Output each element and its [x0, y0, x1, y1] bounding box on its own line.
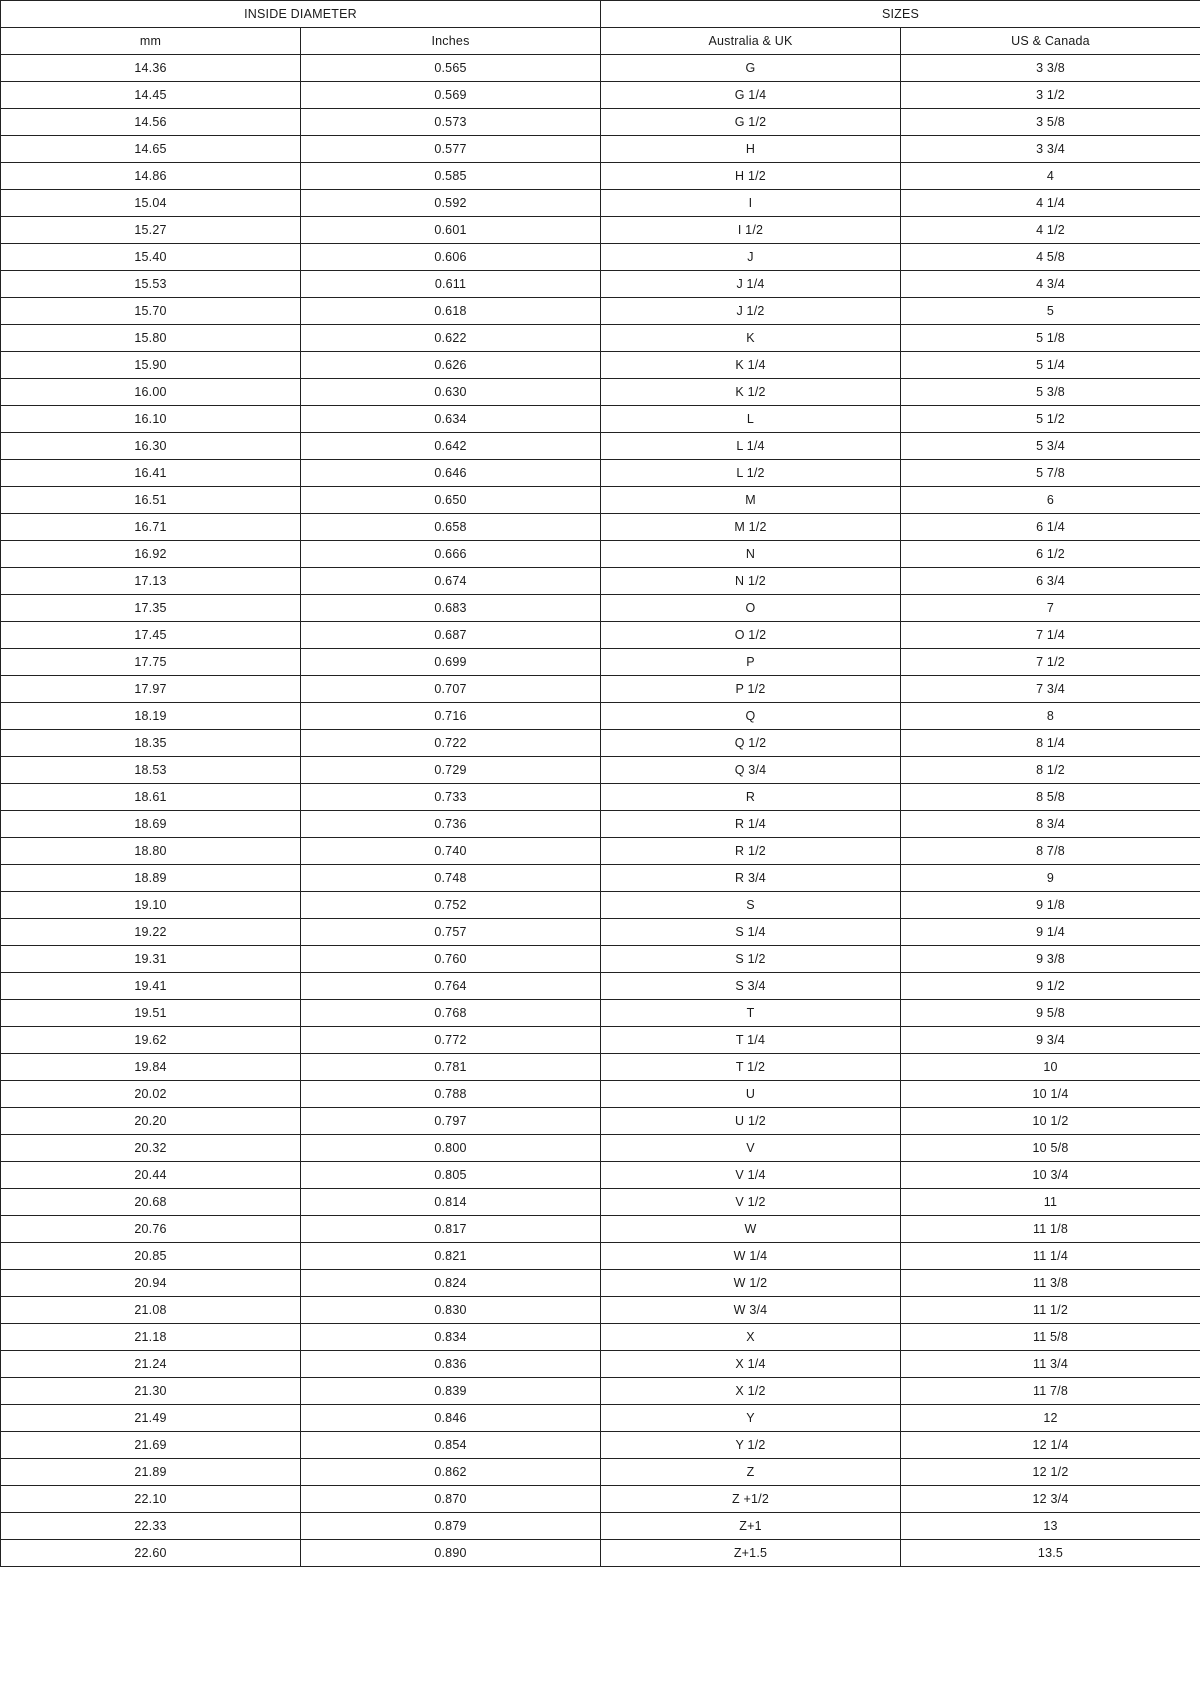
header-us-canada: US & Canada	[901, 28, 1200, 55]
cell-us-canada: 8 1/4	[901, 730, 1200, 757]
cell-mm: 19.62	[1, 1027, 301, 1054]
cell-inches: 0.707	[301, 676, 601, 703]
cell-mm: 18.69	[1, 811, 301, 838]
cell-us-canada: 9 1/2	[901, 973, 1200, 1000]
table-row	[1, 217, 1200, 244]
cell-australia-uk: N 1/2	[601, 568, 901, 595]
table-row	[1, 163, 1200, 190]
table-row	[1, 1324, 1200, 1351]
cell-mm: 18.35	[1, 730, 301, 757]
cell-us-canada: 9 5/8	[901, 1000, 1200, 1027]
cell-mm: 21.89	[1, 1459, 301, 1486]
cell-inches: 0.788	[301, 1081, 601, 1108]
cell-us-canada: 5 1/4	[901, 352, 1200, 379]
cell-mm: 18.61	[1, 784, 301, 811]
cell-mm: 21.49	[1, 1405, 301, 1432]
table-row	[1, 946, 1200, 973]
cell-us-canada: 12	[901, 1405, 1200, 1432]
cell-us-canada: 5 1/2	[901, 406, 1200, 433]
cell-australia-uk: W	[601, 1216, 901, 1243]
cell-inches: 0.781	[301, 1054, 601, 1081]
cell-australia-uk: Y	[601, 1405, 901, 1432]
cell-mm: 21.08	[1, 1297, 301, 1324]
cell-mm: 14.86	[1, 163, 301, 190]
cell-us-canada: 4	[901, 163, 1200, 190]
cell-mm: 14.56	[1, 109, 301, 136]
cell-inches: 0.569	[301, 82, 601, 109]
cell-mm: 17.13	[1, 568, 301, 595]
cell-mm: 18.53	[1, 757, 301, 784]
table-row	[1, 271, 1200, 298]
table-row	[1, 892, 1200, 919]
cell-australia-uk: K 1/2	[601, 379, 901, 406]
table-row	[1, 973, 1200, 1000]
cell-australia-uk: N	[601, 541, 901, 568]
cell-inches: 0.834	[301, 1324, 601, 1351]
cell-inches: 0.716	[301, 703, 601, 730]
cell-us-canada: 5 3/4	[901, 433, 1200, 460]
cell-mm: 20.44	[1, 1162, 301, 1189]
cell-australia-uk: J	[601, 244, 901, 271]
header-australia-uk: Australia & UK	[601, 28, 901, 55]
cell-inches: 0.772	[301, 1027, 601, 1054]
cell-australia-uk: S 1/4	[601, 919, 901, 946]
cell-australia-uk: O	[601, 595, 901, 622]
cell-us-canada: 11	[901, 1189, 1200, 1216]
cell-us-canada: 8	[901, 703, 1200, 730]
table-body	[1, 55, 1200, 1567]
cell-inches: 0.565	[301, 55, 601, 82]
table-row	[1, 1081, 1200, 1108]
cell-australia-uk: W 3/4	[601, 1297, 901, 1324]
cell-australia-uk: L 1/4	[601, 433, 901, 460]
cell-inches: 0.611	[301, 271, 601, 298]
cell-us-canada: 9	[901, 865, 1200, 892]
cell-australia-uk: Z+1	[601, 1513, 901, 1540]
cell-mm: 15.70	[1, 298, 301, 325]
cell-australia-uk: U	[601, 1081, 901, 1108]
cell-us-canada: 9 1/4	[901, 919, 1200, 946]
cell-australia-uk: R	[601, 784, 901, 811]
cell-us-canada: 5	[901, 298, 1200, 325]
cell-mm: 17.75	[1, 649, 301, 676]
cell-mm: 19.22	[1, 919, 301, 946]
cell-us-canada: 4 5/8	[901, 244, 1200, 271]
cell-inches: 0.630	[301, 379, 601, 406]
cell-inches: 0.824	[301, 1270, 601, 1297]
cell-australia-uk: X	[601, 1324, 901, 1351]
table-row	[1, 55, 1200, 82]
cell-mm: 20.68	[1, 1189, 301, 1216]
cell-mm: 15.27	[1, 217, 301, 244]
cell-mm: 19.10	[1, 892, 301, 919]
cell-mm: 14.45	[1, 82, 301, 109]
table-row	[1, 82, 1200, 109]
table-row	[1, 190, 1200, 217]
table-row	[1, 244, 1200, 271]
cell-mm: 21.24	[1, 1351, 301, 1378]
cell-inches: 0.585	[301, 163, 601, 190]
cell-australia-uk: Q	[601, 703, 901, 730]
cell-us-canada: 7	[901, 595, 1200, 622]
cell-mm: 19.31	[1, 946, 301, 973]
cell-us-canada: 3 1/2	[901, 82, 1200, 109]
cell-australia-uk: G 1/4	[601, 82, 901, 109]
table-row	[1, 595, 1200, 622]
cell-us-canada: 8 1/2	[901, 757, 1200, 784]
table-row	[1, 1000, 1200, 1027]
table-row	[1, 460, 1200, 487]
header-sizes: SIZES	[601, 1, 1200, 28]
table-row	[1, 1243, 1200, 1270]
cell-inches: 0.764	[301, 973, 601, 1000]
header-inside-diameter: INSIDE DIAMETER	[1, 1, 601, 28]
header-inches: Inches	[301, 28, 601, 55]
cell-mm: 20.02	[1, 1081, 301, 1108]
cell-inches: 0.642	[301, 433, 601, 460]
cell-mm: 17.45	[1, 622, 301, 649]
cell-australia-uk: V 1/4	[601, 1162, 901, 1189]
header-mm: mm	[1, 28, 301, 55]
cell-mm: 21.69	[1, 1432, 301, 1459]
cell-australia-uk: X 1/2	[601, 1378, 901, 1405]
cell-inches: 0.830	[301, 1297, 601, 1324]
cell-us-canada: 5 1/8	[901, 325, 1200, 352]
cell-us-canada: 3 5/8	[901, 109, 1200, 136]
header-group-row	[1, 1, 1200, 28]
cell-inches: 0.699	[301, 649, 601, 676]
cell-us-canada: 3 3/8	[901, 55, 1200, 82]
cell-mm: 16.92	[1, 541, 301, 568]
table-row	[1, 406, 1200, 433]
cell-mm: 20.94	[1, 1270, 301, 1297]
cell-us-canada: 12 3/4	[901, 1486, 1200, 1513]
cell-us-canada: 11 7/8	[901, 1378, 1200, 1405]
table-row	[1, 1405, 1200, 1432]
cell-inches: 0.800	[301, 1135, 601, 1162]
cell-mm: 15.04	[1, 190, 301, 217]
cell-us-canada: 3 3/4	[901, 136, 1200, 163]
cell-mm: 14.65	[1, 136, 301, 163]
cell-australia-uk: R 1/4	[601, 811, 901, 838]
cell-mm: 19.84	[1, 1054, 301, 1081]
cell-australia-uk: Z +1/2	[601, 1486, 901, 1513]
cell-us-canada: 7 1/4	[901, 622, 1200, 649]
cell-mm: 19.51	[1, 1000, 301, 1027]
cell-us-canada: 10 1/2	[901, 1108, 1200, 1135]
cell-australia-uk: S 1/2	[601, 946, 901, 973]
table-row	[1, 109, 1200, 136]
cell-inches: 0.683	[301, 595, 601, 622]
cell-us-canada: 11 1/2	[901, 1297, 1200, 1324]
cell-inches: 0.814	[301, 1189, 601, 1216]
cell-australia-uk: K	[601, 325, 901, 352]
table-row	[1, 1432, 1200, 1459]
cell-mm: 22.60	[1, 1540, 301, 1567]
cell-australia-uk: M	[601, 487, 901, 514]
cell-inches: 0.879	[301, 1513, 601, 1540]
table-row	[1, 568, 1200, 595]
cell-inches: 0.760	[301, 946, 601, 973]
cell-us-canada: 11 3/4	[901, 1351, 1200, 1378]
cell-us-canada: 13.5	[901, 1540, 1200, 1567]
cell-us-canada: 10	[901, 1054, 1200, 1081]
cell-inches: 0.805	[301, 1162, 601, 1189]
table-row	[1, 811, 1200, 838]
cell-mm: 22.10	[1, 1486, 301, 1513]
cell-australia-uk: K 1/4	[601, 352, 901, 379]
cell-australia-uk: P	[601, 649, 901, 676]
table-row	[1, 1189, 1200, 1216]
cell-us-canada: 10 5/8	[901, 1135, 1200, 1162]
cell-inches: 0.650	[301, 487, 601, 514]
cell-us-canada: 9 1/8	[901, 892, 1200, 919]
cell-australia-uk: W 1/2	[601, 1270, 901, 1297]
cell-australia-uk: V	[601, 1135, 901, 1162]
cell-us-canada: 11 5/8	[901, 1324, 1200, 1351]
cell-us-canada: 7 1/2	[901, 649, 1200, 676]
table-row	[1, 1162, 1200, 1189]
table-row	[1, 514, 1200, 541]
cell-australia-uk: V 1/2	[601, 1189, 901, 1216]
cell-inches: 0.752	[301, 892, 601, 919]
cell-us-canada: 12 1/4	[901, 1432, 1200, 1459]
table-row	[1, 757, 1200, 784]
cell-australia-uk: L 1/2	[601, 460, 901, 487]
table-row	[1, 730, 1200, 757]
table-row	[1, 649, 1200, 676]
cell-inches: 0.797	[301, 1108, 601, 1135]
cell-australia-uk: S	[601, 892, 901, 919]
table-row	[1, 1486, 1200, 1513]
table-row	[1, 1054, 1200, 1081]
cell-inches: 0.768	[301, 1000, 601, 1027]
cell-us-canada: 10 1/4	[901, 1081, 1200, 1108]
table-header	[1, 1, 1200, 55]
cell-us-canada: 9 3/4	[901, 1027, 1200, 1054]
table-row	[1, 1351, 1200, 1378]
cell-us-canada: 5 3/8	[901, 379, 1200, 406]
cell-inches: 0.618	[301, 298, 601, 325]
cell-mm: 15.53	[1, 271, 301, 298]
cell-inches: 0.740	[301, 838, 601, 865]
cell-inches: 0.821	[301, 1243, 601, 1270]
cell-australia-uk: Z+1.5	[601, 1540, 901, 1567]
table-row	[1, 136, 1200, 163]
cell-us-canada: 7 3/4	[901, 676, 1200, 703]
table-row	[1, 784, 1200, 811]
cell-mm: 20.76	[1, 1216, 301, 1243]
cell-inches: 0.658	[301, 514, 601, 541]
cell-mm: 18.80	[1, 838, 301, 865]
cell-mm: 18.19	[1, 703, 301, 730]
table-row	[1, 325, 1200, 352]
cell-inches: 0.622	[301, 325, 601, 352]
cell-australia-uk: H 1/2	[601, 163, 901, 190]
cell-us-canada: 13	[901, 1513, 1200, 1540]
cell-inches: 0.626	[301, 352, 601, 379]
cell-australia-uk: J 1/2	[601, 298, 901, 325]
cell-australia-uk: T	[601, 1000, 901, 1027]
cell-australia-uk: Y 1/2	[601, 1432, 901, 1459]
cell-us-canada: 8 3/4	[901, 811, 1200, 838]
table-row	[1, 1108, 1200, 1135]
cell-inches: 0.634	[301, 406, 601, 433]
cell-inches: 0.890	[301, 1540, 601, 1567]
cell-mm: 15.80	[1, 325, 301, 352]
table-row	[1, 1027, 1200, 1054]
cell-mm: 20.32	[1, 1135, 301, 1162]
cell-mm: 17.97	[1, 676, 301, 703]
cell-inches: 0.836	[301, 1351, 601, 1378]
table-row	[1, 703, 1200, 730]
cell-inches: 0.687	[301, 622, 601, 649]
table-row	[1, 487, 1200, 514]
cell-inches: 0.870	[301, 1486, 601, 1513]
cell-inches: 0.601	[301, 217, 601, 244]
cell-mm: 16.51	[1, 487, 301, 514]
cell-mm: 16.00	[1, 379, 301, 406]
cell-inches: 0.722	[301, 730, 601, 757]
cell-mm: 16.71	[1, 514, 301, 541]
table-row	[1, 622, 1200, 649]
cell-inches: 0.736	[301, 811, 601, 838]
cell-australia-uk: G	[601, 55, 901, 82]
cell-us-canada: 4 1/2	[901, 217, 1200, 244]
table-row	[1, 352, 1200, 379]
cell-us-canada: 10 3/4	[901, 1162, 1200, 1189]
cell-australia-uk: G 1/2	[601, 109, 901, 136]
table-row	[1, 1513, 1200, 1540]
cell-mm: 22.33	[1, 1513, 301, 1540]
cell-mm: 14.36	[1, 55, 301, 82]
table-row	[1, 433, 1200, 460]
cell-mm: 15.90	[1, 352, 301, 379]
cell-us-canada: 6	[901, 487, 1200, 514]
cell-australia-uk: P 1/2	[601, 676, 901, 703]
cell-australia-uk: I	[601, 190, 901, 217]
cell-inches: 0.573	[301, 109, 601, 136]
cell-australia-uk: Q 3/4	[601, 757, 901, 784]
cell-mm: 21.18	[1, 1324, 301, 1351]
cell-us-canada: 11 1/4	[901, 1243, 1200, 1270]
cell-mm: 16.10	[1, 406, 301, 433]
cell-inches: 0.592	[301, 190, 601, 217]
cell-mm: 20.20	[1, 1108, 301, 1135]
table-row	[1, 919, 1200, 946]
cell-inches: 0.839	[301, 1378, 601, 1405]
cell-australia-uk: T 1/2	[601, 1054, 901, 1081]
cell-inches: 0.733	[301, 784, 601, 811]
cell-inches: 0.846	[301, 1405, 601, 1432]
cell-mm: 16.41	[1, 460, 301, 487]
cell-mm: 19.41	[1, 973, 301, 1000]
cell-us-canada: 11 1/8	[901, 1216, 1200, 1243]
cell-us-canada: 5 7/8	[901, 460, 1200, 487]
table-row	[1, 298, 1200, 325]
cell-australia-uk: Q 1/2	[601, 730, 901, 757]
cell-us-canada: 4 3/4	[901, 271, 1200, 298]
cell-australia-uk: Z	[601, 1459, 901, 1486]
header-column-row	[1, 28, 1200, 55]
table-row	[1, 379, 1200, 406]
table-row	[1, 865, 1200, 892]
cell-australia-uk: O 1/2	[601, 622, 901, 649]
cell-australia-uk: L	[601, 406, 901, 433]
cell-australia-uk: W 1/4	[601, 1243, 901, 1270]
cell-inches: 0.606	[301, 244, 601, 271]
table-row	[1, 1378, 1200, 1405]
cell-australia-uk: R 3/4	[601, 865, 901, 892]
cell-inches: 0.862	[301, 1459, 601, 1486]
cell-inches: 0.757	[301, 919, 601, 946]
cell-australia-uk: J 1/4	[601, 271, 901, 298]
table-row	[1, 1216, 1200, 1243]
table-row	[1, 1297, 1200, 1324]
cell-australia-uk: U 1/2	[601, 1108, 901, 1135]
table-row	[1, 838, 1200, 865]
table-row	[1, 1135, 1200, 1162]
cell-mm: 16.30	[1, 433, 301, 460]
cell-us-canada: 9 3/8	[901, 946, 1200, 973]
cell-mm: 17.35	[1, 595, 301, 622]
cell-mm: 21.30	[1, 1378, 301, 1405]
cell-inches: 0.577	[301, 136, 601, 163]
cell-mm: 18.89	[1, 865, 301, 892]
cell-australia-uk: M 1/2	[601, 514, 901, 541]
cell-us-canada: 6 3/4	[901, 568, 1200, 595]
cell-us-canada: 12 1/2	[901, 1459, 1200, 1486]
cell-us-canada: 8 5/8	[901, 784, 1200, 811]
cell-inches: 0.646	[301, 460, 601, 487]
cell-australia-uk: S 3/4	[601, 973, 901, 1000]
cell-australia-uk: I 1/2	[601, 217, 901, 244]
table-row	[1, 541, 1200, 568]
cell-inches: 0.729	[301, 757, 601, 784]
cell-us-canada: 6 1/2	[901, 541, 1200, 568]
cell-inches: 0.748	[301, 865, 601, 892]
table-row	[1, 1270, 1200, 1297]
table-row	[1, 1540, 1200, 1567]
cell-inches: 0.817	[301, 1216, 601, 1243]
cell-australia-uk: T 1/4	[601, 1027, 901, 1054]
cell-inches: 0.666	[301, 541, 601, 568]
cell-us-canada: 8 7/8	[901, 838, 1200, 865]
cell-mm: 15.40	[1, 244, 301, 271]
cell-mm: 20.85	[1, 1243, 301, 1270]
cell-us-canada: 4 1/4	[901, 190, 1200, 217]
table-row	[1, 676, 1200, 703]
cell-australia-uk: H	[601, 136, 901, 163]
cell-us-canada: 6 1/4	[901, 514, 1200, 541]
cell-inches: 0.854	[301, 1432, 601, 1459]
cell-us-canada: 11 3/8	[901, 1270, 1200, 1297]
cell-inches: 0.674	[301, 568, 601, 595]
table-row	[1, 1459, 1200, 1486]
cell-australia-uk: R 1/2	[601, 838, 901, 865]
cell-australia-uk: X 1/4	[601, 1351, 901, 1378]
